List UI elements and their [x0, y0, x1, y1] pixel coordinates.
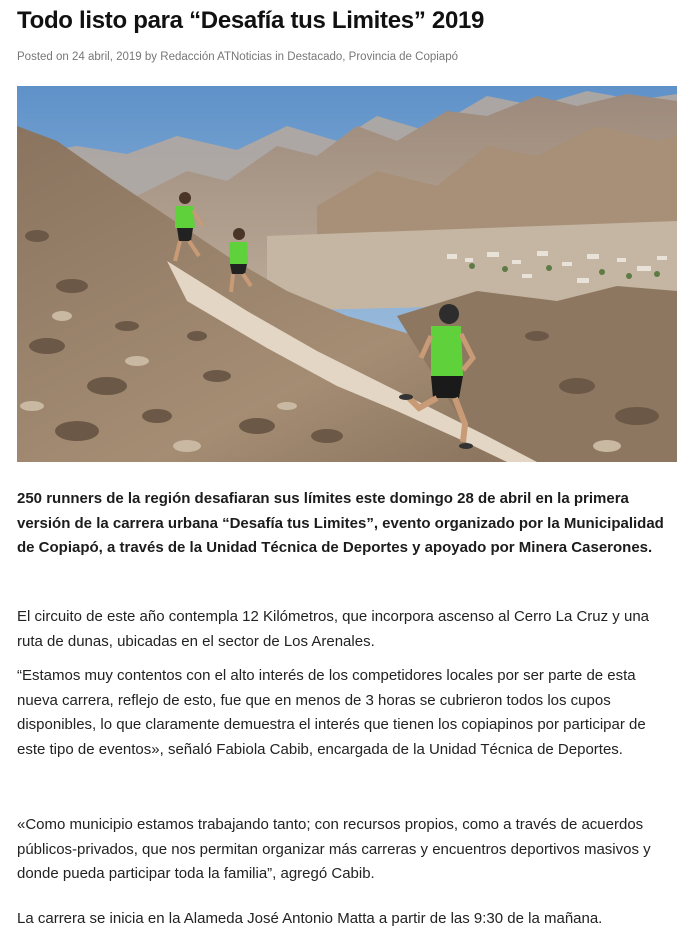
- category-separator: ,: [342, 51, 346, 63]
- article-title: Todo listo para “Desafía tus Limites” 2019: [17, 7, 485, 34]
- category-link-destacado[interactable]: Destacado: [287, 51, 343, 63]
- by-label: by: [144, 51, 158, 63]
- category-link-provincia[interactable]: Provincia de Copiapó: [348, 51, 458, 63]
- featured-image: [17, 86, 677, 462]
- in-label: in: [275, 51, 285, 63]
- paragraph-2: “Estamos muy contentos con el alto interés de los competidores locales por ser parte de esta nueva carrera, reflejo de esto, fue que en menos de 3 horas se cubrieron todos los cupos disponibles, lo que claramente demuestra el interés que tienen los copiapinos por participar de este tipo de eventos», señaló Fabiola Cabib, encargada de la Unidad Técnica de Deportes.: [17, 667, 646, 758]
- author-link[interactable]: Redacción ATNoticias: [160, 51, 272, 63]
- article-lead: 250 runners de la región desafiaran sus límites este domingo 28 de abril en la primera versión de la carrera urbana “Desafía tus Limites”, evento organizado por la Municipalidad de Copiapó, a través de la Unidad Técnica de Deportes y apoyado por Minera Caserones.: [17, 490, 664, 556]
- paragraph-1: El circuito de este año contempla 12 Kilómetros, que incorpora ascenso al Cerro La Cruz y una ruta de dunas, ubicadas en el sector de Los Arenales.: [17, 608, 649, 650]
- post-meta: [17, 51, 458, 63]
- paragraph-3: «Como municipio estamos trabajando tanto; con recursos propios, como a través de acuerdos públicos-privados, que nos permitan organizar más carreras y encuentros deportivos masivos y donde pueda participar toda la familia”, agregó Cabib.: [17, 816, 651, 882]
- posted-on-label: Posted on: [17, 51, 69, 63]
- paragraph-4: La carrera se inicia en la Alameda José Antonio Matta a partir de las 9:30 de la mañana.: [17, 910, 603, 927]
- trail-runners-photo: [17, 86, 677, 462]
- post-date-link[interactable]: 24 abril, 2019: [72, 51, 142, 63]
